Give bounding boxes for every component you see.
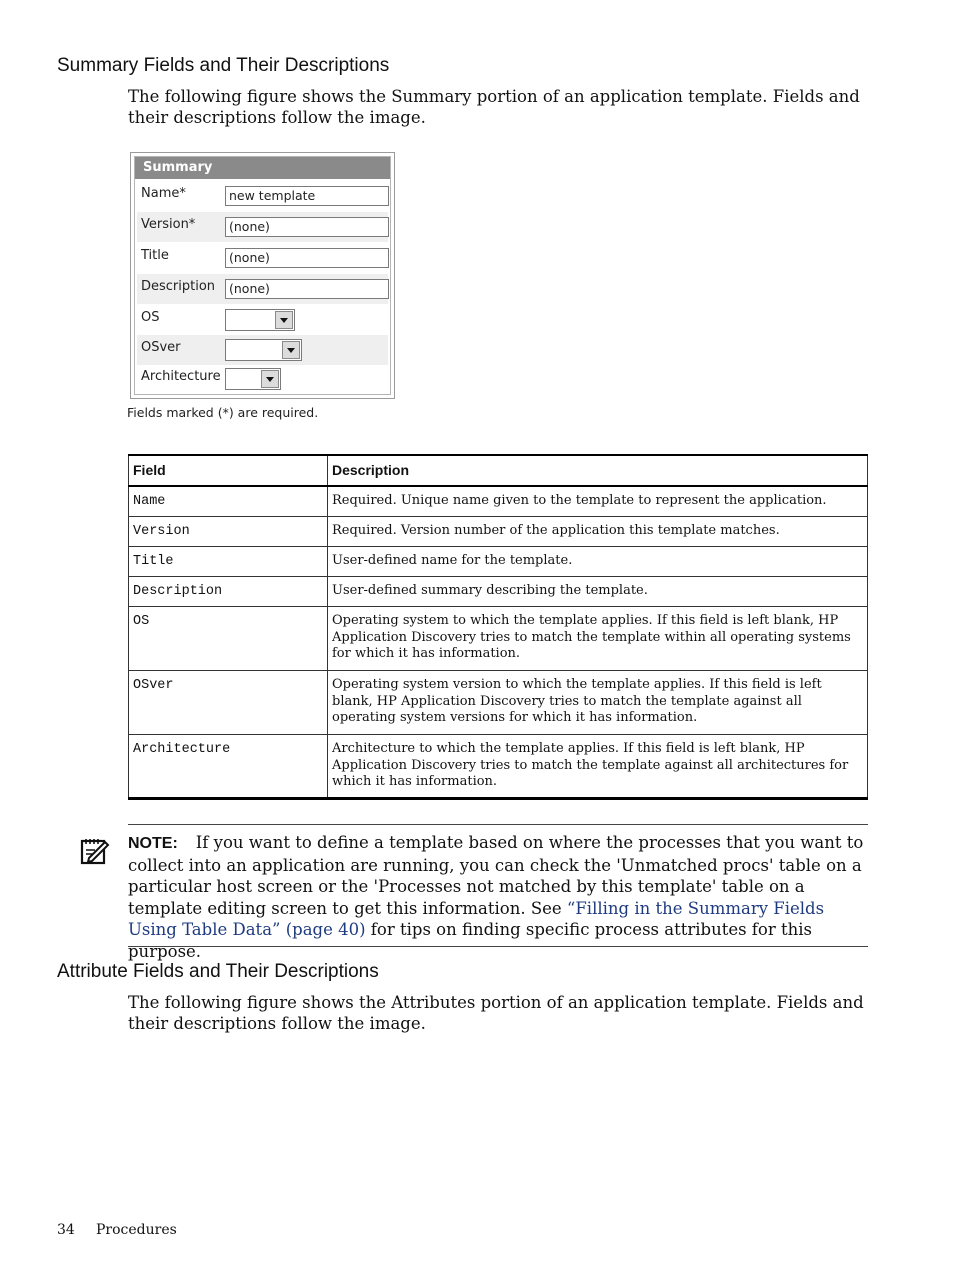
form-label-version: Version* — [141, 217, 196, 232]
form-label-title: Title — [141, 248, 169, 263]
note-top-rule — [128, 824, 868, 825]
field-name-cell: Title — [129, 547, 328, 577]
note-paragraph — [128, 832, 868, 963]
field-name-cell: OSver — [129, 671, 328, 735]
field-description-cell: User-defined summary describing the template. — [328, 577, 868, 607]
field-description-cell: Operating system to which the template applies. If this field is left blank, HP Application Discovery tries to match the template within all operating systems for which it has information. — [328, 607, 868, 671]
summary-fields-table — [128, 454, 868, 800]
field-name-cell: Name — [129, 486, 328, 517]
note-text-before: If you want to define a template based on where the processes that you want to collect into an application are running, you can check the 'Unmatched procs' table on a particular host screen or the 'Processes not matched by this template' table on a template editing screen to get this information. See — [128, 833, 864, 918]
table-header-row — [129, 455, 868, 486]
field-description-cell: User-defined name for the template. — [328, 547, 868, 577]
page-number: 34 — [57, 1222, 75, 1238]
cross-reference-link[interactable]: “Filling in the Summary Fields Using Table Data” (page 40) — [128, 898, 825, 940]
form-label-name: Name* — [141, 186, 186, 201]
description-input[interactable]: (none) — [225, 279, 389, 299]
chevron-down-icon[interactable] — [282, 341, 300, 359]
form-row-version — [137, 212, 388, 242]
field-name-cell: Description — [129, 577, 328, 607]
form-row-description — [137, 274, 388, 304]
section-intro-attributes: The following figure shows the Attributes portion of an application template. Fields and their descriptions follow the image. — [128, 993, 864, 1033]
section-heading-summary-fields: Summary Fields and Their Descriptions — [57, 55, 390, 76]
note-bottom-rule — [128, 946, 868, 947]
section-heading-attribute-fields: Attribute Fields and Their Descriptions — [57, 961, 379, 982]
name-input[interactable]: new template — [225, 186, 389, 206]
form-label-architecture: Architecture — [141, 369, 221, 384]
field-description-cell: Required. Unique name given to the template to represent the application. — [328, 486, 868, 517]
column-header-field: Field — [129, 455, 328, 486]
footer-chapter-title: Procedures — [96, 1222, 177, 1238]
osver-select[interactable] — [225, 339, 302, 361]
table-row — [129, 577, 868, 607]
note-label: NOTE: — [128, 835, 178, 852]
table-row — [129, 671, 868, 735]
note-pencil-icon — [80, 836, 110, 866]
form-row-title — [137, 243, 388, 273]
form-row-name — [137, 181, 388, 211]
required-fields-note: Fields marked (*) are required. — [127, 405, 319, 420]
summary-form-figure — [130, 152, 395, 399]
table-row — [129, 486, 868, 517]
table-row — [129, 517, 868, 547]
form-label-description: Description — [141, 279, 216, 294]
table-row — [129, 607, 868, 671]
version-input[interactable]: (none) — [225, 217, 389, 237]
table-row — [129, 547, 868, 577]
form-row-osver — [137, 335, 388, 365]
summary-form-panel — [134, 156, 391, 395]
form-label-os: OS — [141, 310, 160, 325]
architecture-select[interactable] — [225, 368, 281, 390]
table-row — [129, 735, 868, 799]
summary-form-header: Summary — [135, 157, 390, 179]
column-header-description: Description — [328, 455, 868, 486]
field-name-cell: OS — [129, 607, 328, 671]
field-name-cell: Architecture — [129, 735, 328, 799]
form-row-os — [137, 305, 388, 335]
chevron-down-icon[interactable] — [275, 311, 293, 329]
title-input[interactable]: (none) — [225, 248, 389, 268]
field-description-cell: Architecture to which the template applies. If this field is left blank, HP Application Discovery tries to match the template against all architectures for which it has information. — [328, 735, 868, 799]
field-description-cell: Operating system version to which the template applies. If this field is left blank, HP Application Discovery tries to match the template against all operating system versions for which it has information. — [328, 671, 868, 735]
os-select[interactable] — [225, 309, 295, 331]
note-text-after: for tips on finding specific process attributes for this purpose. — [128, 920, 812, 961]
field-name-cell: Version — [129, 517, 328, 547]
section-intro-summary: The following figure shows the Summary portion of an application template. Fields and their descriptions follow the image. — [128, 87, 860, 127]
field-description-cell: Required. Version number of the application this template matches. — [328, 517, 868, 547]
chevron-down-icon[interactable] — [261, 370, 279, 388]
form-label-osver: OSver — [141, 340, 181, 355]
form-row-architecture — [137, 364, 388, 394]
